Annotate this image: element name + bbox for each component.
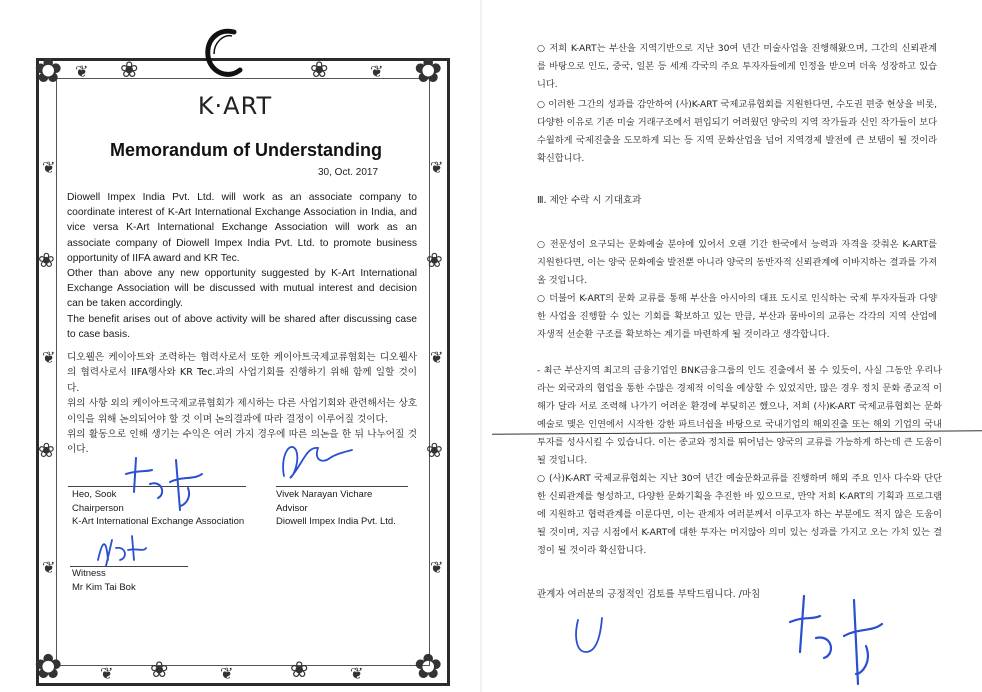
leaf-ornament-icon: ❦ — [430, 558, 444, 577]
leaf-ornament-icon: ❦ — [220, 664, 234, 683]
mou-paragraph: Other than above any new opportunity suggested by K-Art International Exchange Association will be discussed with mutual interest and decision can be taken accordingly. — [67, 268, 417, 310]
flower-ornament-icon: ❀ — [290, 658, 309, 683]
proposal-paragraph-text: ○ (사)K-ART 국제교류협회는 지난 30여 년간 예술문화교류를 진행하며 해외 주요 인사 다수와 단단한 신뢰관계를 형성하고, 다양한 문화기획을 추진한 바 있으므로, 만약 저희 K-ART의 기획과 프로그램에 지원하고 협력관계를 이룬다면, 이는 관계자 여러분께서 이루고자 하는 부분에도 적지 않은 도움이 될 것이며, 지금 시점에서 K-ART에 대한 투자는 머지않아 의미 있는 성과를 가지고 오는 가치 있는 결정이 될 것이라 확신합니다. — [537, 473, 942, 556]
flower-ornament-icon: ✿ — [414, 51, 443, 91]
signatory-vivek — [276, 488, 396, 529]
flower-ornament-icon: ❀ — [426, 438, 443, 462]
mou-paragraph-ko: 위의 사항 외의 케이아트국제교류협회가 제시하는 다른 사업기회와 관련해서는 상호이익을 위해 논의되어야 할 것 이며 논의결과에 따라 결정이 이루어질 것이다. — [67, 398, 417, 425]
proposal-paragraph-text: ○ 더불어 K-ART의 문화 교류를 통해 부산을 아시아의 대표 도시로 인식하는 국제 투자자들과 다양한 사업을 진행할 수 있는 기회를 확보하고 있는 만큼, 부산과 뭄바이의 교류는 각각의 지역 산업에 자생적 선순환 구조를 확보하는 계기를 마련하게 될 것이라고 생각합니다. — [537, 293, 937, 340]
closing-line: 관계자 여러분의 긍정적인 검토를 부탁드립니다. /마침 — [537, 589, 761, 600]
flower-ornament-icon: ❀ — [310, 58, 329, 83]
k-art-logo-text: K·ART — [197, 92, 273, 120]
flower-ornament-icon: ❀ — [38, 248, 55, 272]
signature-heo-sook-right — [782, 592, 892, 688]
mou-paragraph-ko: 위의 활동으로 인해 생기는 수익은 여러 가지 경우에 따른 의논을 한 뒤 나누어질 것이다. — [67, 429, 417, 456]
signature-vivek — [278, 436, 358, 484]
page-divider — [480, 0, 482, 692]
leaf-ornament-icon: ❦ — [350, 664, 364, 683]
proposal-paragraph-text: ○ 전문성이 요구되는 문화예술 분야에 있어서 오랜 기간 한국에서 능력과 자격을 갖춰온 K-ART를 지원한다면, 이는 양국 문화예술 발전뿐 아니라 양국의 동반자적 신뢰관계에 이바지하는 결과를 가져올 것입니다. — [537, 239, 937, 286]
signatory-role: Chairperson — [72, 502, 124, 514]
proposal-paragraph-text: ○ 이러한 그간의 성과를 감안하여 (사)K-ART 국제교류협회를 지원한다면, 수도권 편중 현상을 비롯, 다양한 이유로 기존 미술 거래구조에서 편입되기 어려웠던 양국의 지역 작가들과 신인 작가들이 보다 수월하게 국제진출을 도모하게 되는 등 지역 문화산업을 넘어 지역경제 발전에 큰 보탬이 될 것이라 확신합니다. — [537, 99, 937, 164]
leaf-ornament-icon: ❦ — [42, 558, 56, 577]
mou-english-body — [67, 190, 417, 342]
witness-block — [72, 567, 136, 594]
proposal-paragraph — [537, 470, 942, 560]
signatory-name: Vivek Narayan Vichare — [276, 489, 373, 500]
flower-ornament-icon: ✿ — [34, 51, 63, 91]
k-art-logo-icon — [204, 26, 244, 80]
witness-label: Witness — [72, 568, 106, 579]
mou-date: 30, Oct. 2017 — [318, 167, 379, 178]
proposal-paragraph-text: ○ 저희 K-ART는 부산을 지역기반으로 지난 30여 년간 미술사업을 진행해왔으며, 그간의 신뢰관계를 바탕으로 인도, 중국, 일본 등 세계 각국의 주요 투자자들에게 인정을 받으며 더욱 성장하고 있습니다. — [537, 43, 937, 90]
mou-paragraph: The benefit arises out of above activity will be shared after discussing case to case basis. — [67, 313, 417, 340]
signatory-role: Advisor — [276, 502, 308, 514]
flower-ornament-icon: ❀ — [120, 58, 139, 83]
proposal-paragraph-text: - 최근 부산지역 최고의 금융기업인 BNK금융그룹의 인도 진출에서 볼 수 있듯이, 사실 그동안 우리나라는 외국과의 협업을 통한 수많은 경제적 이익을 예상할 수 있었지만, 많은 경우 정치 문화 종교적 이해가 달라 서로 조력해 나가기 어려운 환경에 부딪히곤 했으나, 저희 (사)K-ART 국제교류협회는 문화예술로 맺은 인연에서 시작한 강한 파트너쉽을 바탕으로 국내기업의 해외진출 또는 해외 기업의 국내 투자를 성사시킬 수 있습니다. 이는 종교와 정치를 뛰어넘는 양국의 교류를 가능하게 하는데 큰 도움이 될 것입니다. — [537, 365, 942, 466]
signatory-org: Diowell Impex India Pvt. Ltd. — [276, 516, 396, 527]
signatory-name: Heo, Sook — [72, 489, 117, 500]
leaf-ornament-icon: ❦ — [100, 664, 114, 683]
mou-paragraph: Diowell Impex India Pvt. Ltd. will work as an associate company to coordinate interest of K-Art International Exchange Association in India, and vice versa K-Art International Exchange Association will work as an associate company of Diowell Impex India Pvt. Ltd. to promote business opportunity of IIFA award and KR Tec. — [67, 192, 417, 264]
witness-name: Mr Kim Tai Bok — [72, 581, 136, 593]
signatory-heo-sook — [72, 488, 244, 529]
signatory-org: K-Art International Exchange Association — [72, 516, 245, 527]
leaf-ornament-icon: ❦ — [42, 158, 56, 177]
flower-ornament-icon: ❀ — [426, 248, 443, 272]
proposal-paragraph — [537, 96, 937, 168]
leaf-ornament-icon: ❦ — [75, 62, 89, 81]
signature-vivek-right — [572, 612, 612, 658]
leaf-ornament-icon: ❦ — [430, 158, 444, 177]
proposal-paragraph — [537, 362, 942, 470]
mou-title: Memorandum of Understanding — [109, 140, 382, 160]
leaf-ornament-icon: ❦ — [42, 348, 56, 367]
flower-ornament-icon: ✿ — [34, 647, 63, 687]
proposal-paragraph — [537, 236, 937, 290]
proposal-paragraph — [537, 290, 937, 344]
signature-witness — [92, 530, 152, 570]
proposal-paragraph — [537, 40, 937, 94]
mou-paragraph-ko: 디오웰은 케이아트와 조력하는 협력사로서 또한 케이아트국제교류협회는 디오웰사의 협력사로서 IIFA행사와 KR Tec.과의 사업기회를 진행하기 위해 함께 일할 것이다. — [67, 352, 417, 394]
flower-ornament-icon: ❀ — [150, 658, 169, 683]
signature-line — [276, 486, 408, 487]
leaf-ornament-icon: ❦ — [430, 348, 444, 367]
leaf-ornament-icon: ❦ — [370, 62, 384, 81]
flower-ornament-icon: ✿ — [414, 647, 443, 687]
flower-ornament-icon: ❀ — [38, 438, 55, 462]
mou-korean-body — [67, 350, 417, 458]
section-heading: Ⅲ. 제안 수락 시 기대효과 — [537, 195, 642, 206]
